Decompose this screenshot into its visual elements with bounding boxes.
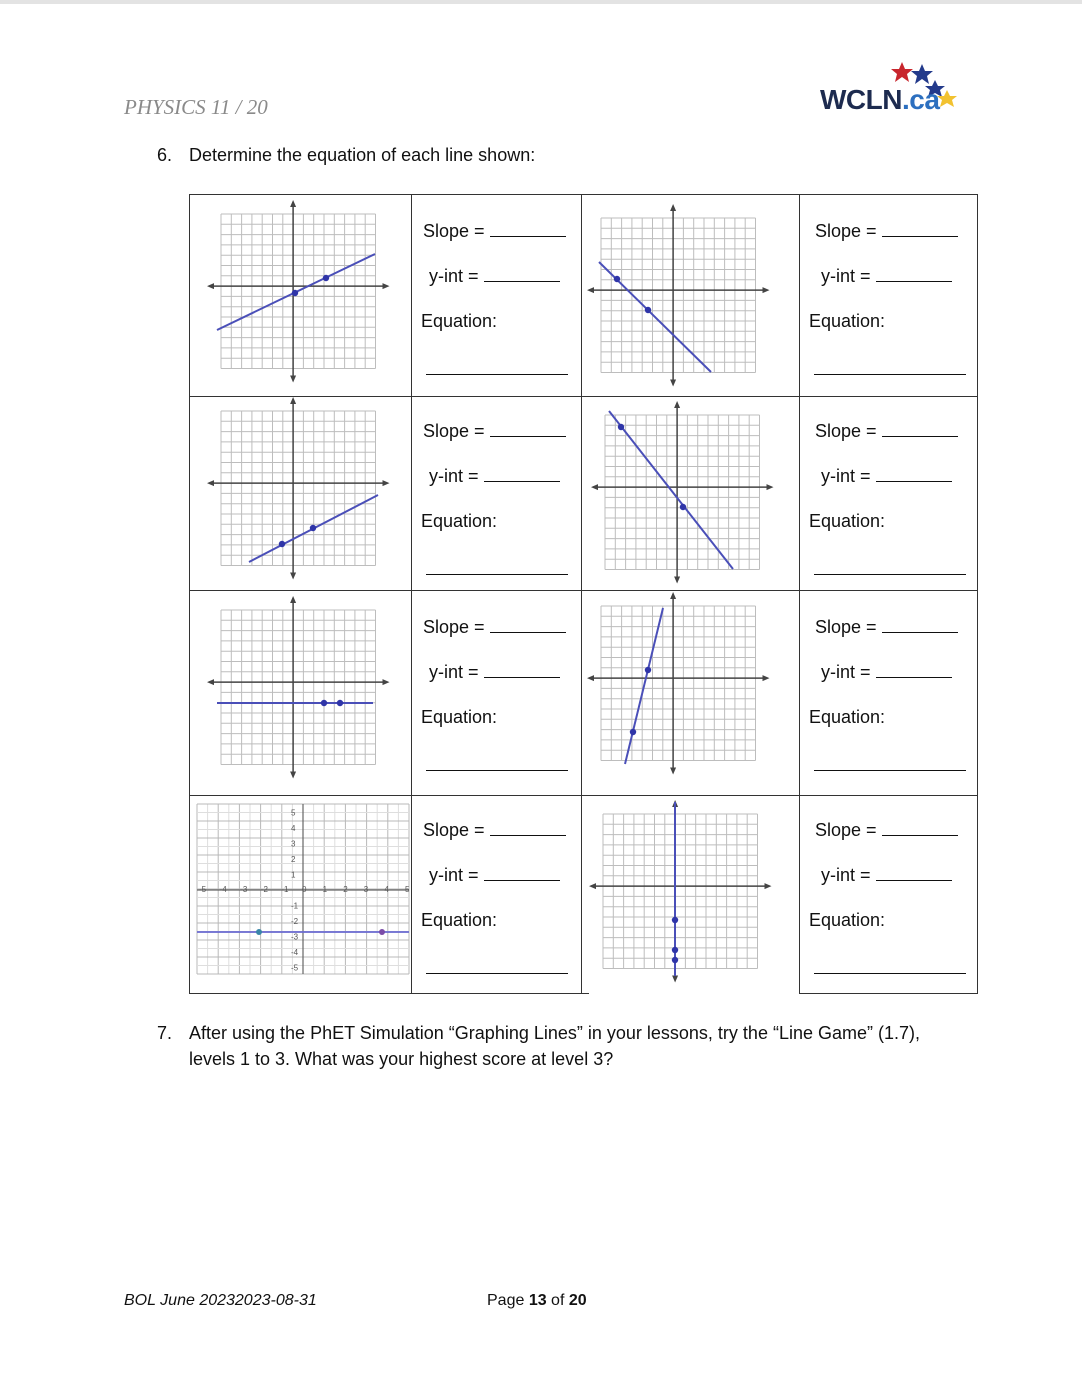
axis-arrow-icon (670, 204, 676, 211)
yint-label-row (821, 662, 952, 683)
slope-label-row (815, 421, 958, 442)
wcln-logo (818, 58, 968, 116)
equation-row (426, 359, 568, 380)
axis-arrow-icon (207, 283, 214, 289)
equation-label: Equation: (421, 707, 498, 727)
axis-arrow-icon (383, 679, 390, 685)
equation-label: Equation: (809, 910, 886, 930)
data-point (337, 700, 343, 706)
graph-1 (193, 198, 405, 394)
slope-answer-blank[interactable] (490, 422, 566, 437)
axis-arrow-icon (383, 283, 390, 289)
question-number: 7. (157, 1023, 173, 1043)
yint-answer-blank[interactable] (876, 267, 952, 282)
axis-arrow-icon (290, 397, 296, 404)
data-point (379, 929, 385, 935)
answer-cell-3 (411, 396, 582, 591)
equation-label: Equation: (421, 910, 498, 930)
yint-label-row (821, 466, 952, 487)
equation-row (426, 755, 568, 776)
axis-arrow-icon (670, 768, 676, 775)
slope-answer-blank[interactable] (882, 222, 958, 237)
equation-label: Equation: (809, 311, 886, 331)
axis-arrow-icon (383, 480, 390, 486)
table-border (581, 590, 801, 591)
y-tick-label: -4 (291, 948, 299, 957)
question-number: 6. (157, 145, 173, 165)
axis-arrow-icon (674, 401, 680, 408)
axis-arrow-icon (207, 480, 214, 486)
yint-answer-blank[interactable] (876, 866, 952, 881)
slope-label: Slope = (815, 421, 877, 441)
table-border (581, 396, 801, 397)
slope-label: Slope = (815, 617, 877, 637)
graph-8 (585, 798, 797, 992)
slope-label-row (815, 221, 958, 242)
y-tick-label: -5 (291, 963, 299, 973)
equation-answer-blank[interactable] (814, 360, 966, 375)
graph-4 (585, 399, 797, 589)
graph-line (609, 411, 733, 569)
equation-row (814, 755, 966, 776)
slope-answer-blank[interactable] (882, 821, 958, 836)
data-point (321, 700, 327, 706)
yint-label: y-int = (429, 662, 479, 682)
slope-label: Slope = (423, 820, 485, 840)
logo-text: WCLN.ca (820, 84, 940, 115)
axis-arrow-icon (674, 577, 680, 584)
yint-answer-blank[interactable] (484, 467, 560, 482)
yint-label: y-int = (821, 662, 871, 682)
graph-2 (585, 198, 797, 394)
slope-label-row (423, 617, 566, 638)
graph-7 (193, 800, 409, 976)
y-tick-label: 4 (291, 824, 296, 833)
data-point (256, 929, 262, 935)
slope-answer-blank[interactable] (490, 618, 566, 633)
y-tick-label: -2 (291, 917, 299, 926)
x-tick-label: -4 (219, 885, 227, 894)
yint-label-row (429, 266, 560, 287)
x-tick-label: -1 (281, 885, 289, 894)
equation-answer-blank[interactable] (814, 959, 966, 974)
y-tick-label: 1 (291, 870, 296, 880)
data-point (630, 729, 636, 735)
equation-row (814, 359, 966, 380)
axis-arrow-icon (587, 675, 594, 681)
slope-label: Slope = (815, 221, 877, 241)
data-point (323, 275, 329, 281)
answer-cell-7 (411, 795, 582, 994)
slope-label-row (423, 221, 566, 242)
data-point (680, 504, 686, 510)
x-tick-label: 0 (302, 885, 307, 894)
equation-answer-blank[interactable] (426, 959, 568, 974)
answer-cell-6 (799, 590, 978, 796)
axis-arrow-icon (290, 772, 296, 779)
slope-answer-blank[interactable] (882, 618, 958, 633)
axis-arrow-icon (290, 376, 296, 383)
question-7 (157, 1020, 957, 1076)
x-tick-label: 5 (405, 885, 410, 894)
axis-arrow-icon (290, 573, 296, 580)
course-title: PHYSICS 11 / 20 (124, 95, 268, 119)
y-tick-label: 3 (291, 839, 296, 849)
answer-cell-5 (411, 590, 582, 796)
slope-answer-blank[interactable] (882, 422, 958, 437)
graphs-table (189, 194, 978, 994)
axis-arrow-icon (587, 287, 594, 293)
answer-cell-8 (799, 795, 978, 994)
x-tick-label: 2 (343, 885, 348, 894)
footer-date: BOL June 20232023-08-31 (124, 1292, 317, 1309)
equation-answer-blank[interactable] (814, 560, 966, 575)
yint-answer-blank[interactable] (876, 663, 952, 678)
axis-arrow-icon (763, 675, 770, 681)
equation-label: Equation: (421, 311, 498, 331)
yint-label: y-int = (429, 466, 479, 486)
equation-answer-blank[interactable] (814, 756, 966, 771)
yint-answer-blank[interactable] (484, 866, 560, 881)
equation-row (814, 958, 966, 979)
x-tick-label: -2 (260, 885, 268, 894)
answer-cell-1 (411, 194, 582, 397)
graph-5 (193, 594, 405, 792)
y-tick-label: 5 (291, 808, 296, 818)
yint-label-row (429, 865, 560, 886)
data-point (672, 917, 678, 923)
axis-arrow-icon (767, 484, 774, 490)
question-prompt: After using the PhET Simulation “Graphing Lines” in your lessons, try the “Line Game” (1.7), levels 1 to 3. What was your highest score at level 3? (189, 1023, 921, 1069)
question-prompt: Determine the equation of each line shown: (189, 145, 536, 165)
axis-arrow-icon (290, 596, 296, 603)
equation-row (426, 958, 568, 979)
question-6 (157, 142, 857, 170)
yint-answer-blank[interactable] (876, 467, 952, 482)
data-point (279, 541, 285, 547)
slope-label: Slope = (815, 820, 877, 840)
slope-answer-blank[interactable] (490, 821, 566, 836)
yint-label: y-int = (429, 266, 479, 286)
axis-arrow-icon (670, 592, 676, 599)
table-border (189, 396, 411, 397)
data-point (292, 290, 298, 296)
axis-arrow-icon (765, 883, 772, 889)
equation-row (426, 559, 568, 580)
data-point (618, 424, 624, 430)
y-tick-label: -3 (291, 932, 299, 942)
slope-label-row (815, 617, 958, 638)
yint-label-row (821, 865, 952, 886)
equation-label: Equation: (809, 511, 886, 531)
slope-label-row (423, 421, 566, 442)
table-border (189, 194, 190, 994)
axis-arrow-icon (589, 883, 596, 889)
yint-answer-blank[interactable] (484, 267, 560, 282)
slope-label: Slope = (423, 617, 485, 637)
slope-answer-blank[interactable] (490, 222, 566, 237)
table-border (189, 795, 411, 796)
data-point (614, 276, 620, 282)
slope-label-row (815, 820, 958, 841)
equation-answer-blank[interactable] (426, 756, 568, 771)
graph-3 (193, 399, 405, 589)
equation-label: Equation: (809, 707, 886, 727)
data-point (672, 947, 678, 953)
answer-cell-2 (799, 194, 978, 397)
yint-label: y-int = (821, 865, 871, 885)
graph-6 (585, 594, 797, 792)
axis-arrow-icon (290, 200, 296, 207)
data-point (645, 667, 651, 673)
page-number: Page 13 of 20 (487, 1292, 587, 1309)
table-border (189, 590, 411, 591)
x-tick-label: 3 (363, 885, 369, 894)
x-tick-label: -3 (240, 885, 248, 894)
slope-label-row (423, 820, 566, 841)
axis-arrow-icon (207, 679, 214, 685)
axis-arrow-icon (763, 287, 770, 293)
yint-label: y-int = (429, 865, 479, 885)
table-border (581, 795, 801, 796)
y-tick-label: 2 (291, 855, 296, 864)
top-border (0, 0, 1082, 4)
yint-label-row (429, 662, 560, 683)
yint-answer-blank[interactable] (484, 663, 560, 678)
equation-answer-blank[interactable] (426, 360, 568, 375)
x-tick-label: 1 (322, 885, 328, 894)
answer-cell-4 (799, 396, 978, 591)
yint-label-row (821, 266, 952, 287)
axis-arrow-icon (672, 976, 678, 983)
equation-row (814, 559, 966, 580)
yint-label: y-int = (821, 266, 871, 286)
data-point (672, 957, 678, 963)
x-tick-label: -5 (199, 885, 207, 894)
slope-label: Slope = (423, 421, 485, 441)
axis-arrow-icon (591, 484, 598, 490)
yint-label: y-int = (821, 466, 871, 486)
equation-answer-blank[interactable] (426, 560, 568, 575)
data-point (310, 525, 316, 531)
yint-label-row (429, 466, 560, 487)
axis-arrow-icon (670, 380, 676, 387)
equation-label: Equation: (421, 511, 498, 531)
x-tick-label: 4 (384, 885, 389, 894)
y-tick-label: -1 (291, 901, 299, 911)
data-point (645, 307, 651, 313)
slope-label: Slope = (423, 221, 485, 241)
graph-line (625, 608, 663, 764)
